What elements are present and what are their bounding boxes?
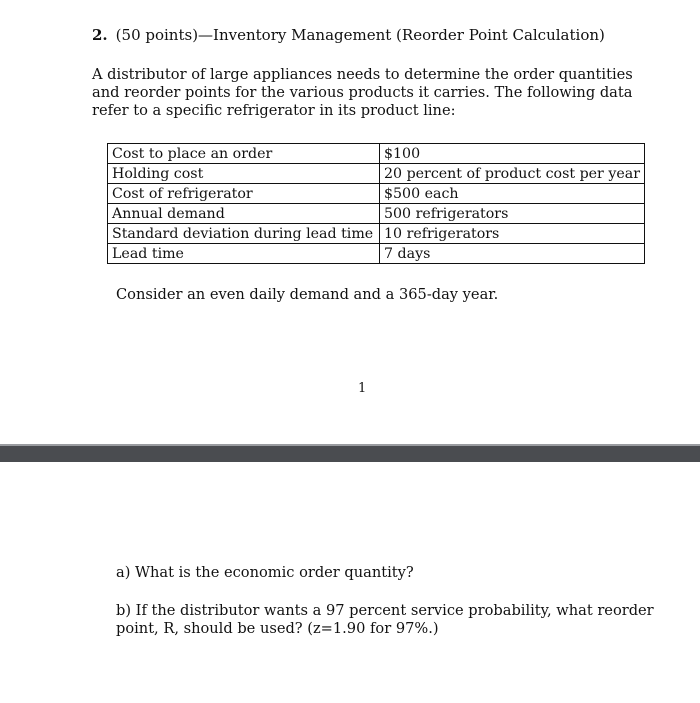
table-row	[108, 224, 645, 244]
question-intro: A distributor of large appliances needs to determine the order quantities and reorder points for the various products it carries. The following data refer to a specific refrigerator in its product line:	[92, 66, 633, 119]
table-row	[108, 204, 645, 224]
table-cell-parameter: Cost to place an order	[108, 144, 380, 164]
page-number: 1	[358, 381, 367, 396]
document-page-2	[0, 462, 700, 703]
table-row	[108, 164, 645, 184]
table-cell-parameter: Cost of refrigerator	[108, 184, 380, 204]
question-number: 2.	[92, 26, 108, 44]
table-cell-value: 20 percent of product cost per year	[380, 164, 645, 184]
table-cell-parameter: Holding cost	[108, 164, 380, 184]
question-a: a) What is the economic order quantity?	[116, 564, 414, 581]
table-row	[108, 184, 645, 204]
table-row	[108, 244, 645, 264]
table-cell-value: 10 refrigerators	[380, 224, 645, 244]
question-title: (50 points)—Inventory Management (Reorder Point Calculation)	[115, 26, 605, 44]
data-table	[107, 143, 645, 264]
table-cell-value: $500 each	[380, 184, 645, 204]
table-cell-value: 7 days	[380, 244, 645, 264]
table-cell-value: 500 refrigerators	[380, 204, 645, 224]
page-break-divider	[0, 444, 700, 462]
assumption-note: Consider an even daily demand and a 365-day year.	[116, 286, 499, 303]
question-heading	[92, 26, 605, 44]
table-cell-parameter: Annual demand	[108, 204, 380, 224]
table-cell-parameter: Lead time	[108, 244, 380, 264]
table-row	[108, 144, 645, 164]
table-cell-parameter: Standard deviation during lead time	[108, 224, 380, 244]
table-cell-value: $100	[380, 144, 645, 164]
question-b: b) If the distributor wants a 97 percent service probability, what reorder point, R, should be used? (z=1.90 for 97%.)	[116, 602, 654, 637]
